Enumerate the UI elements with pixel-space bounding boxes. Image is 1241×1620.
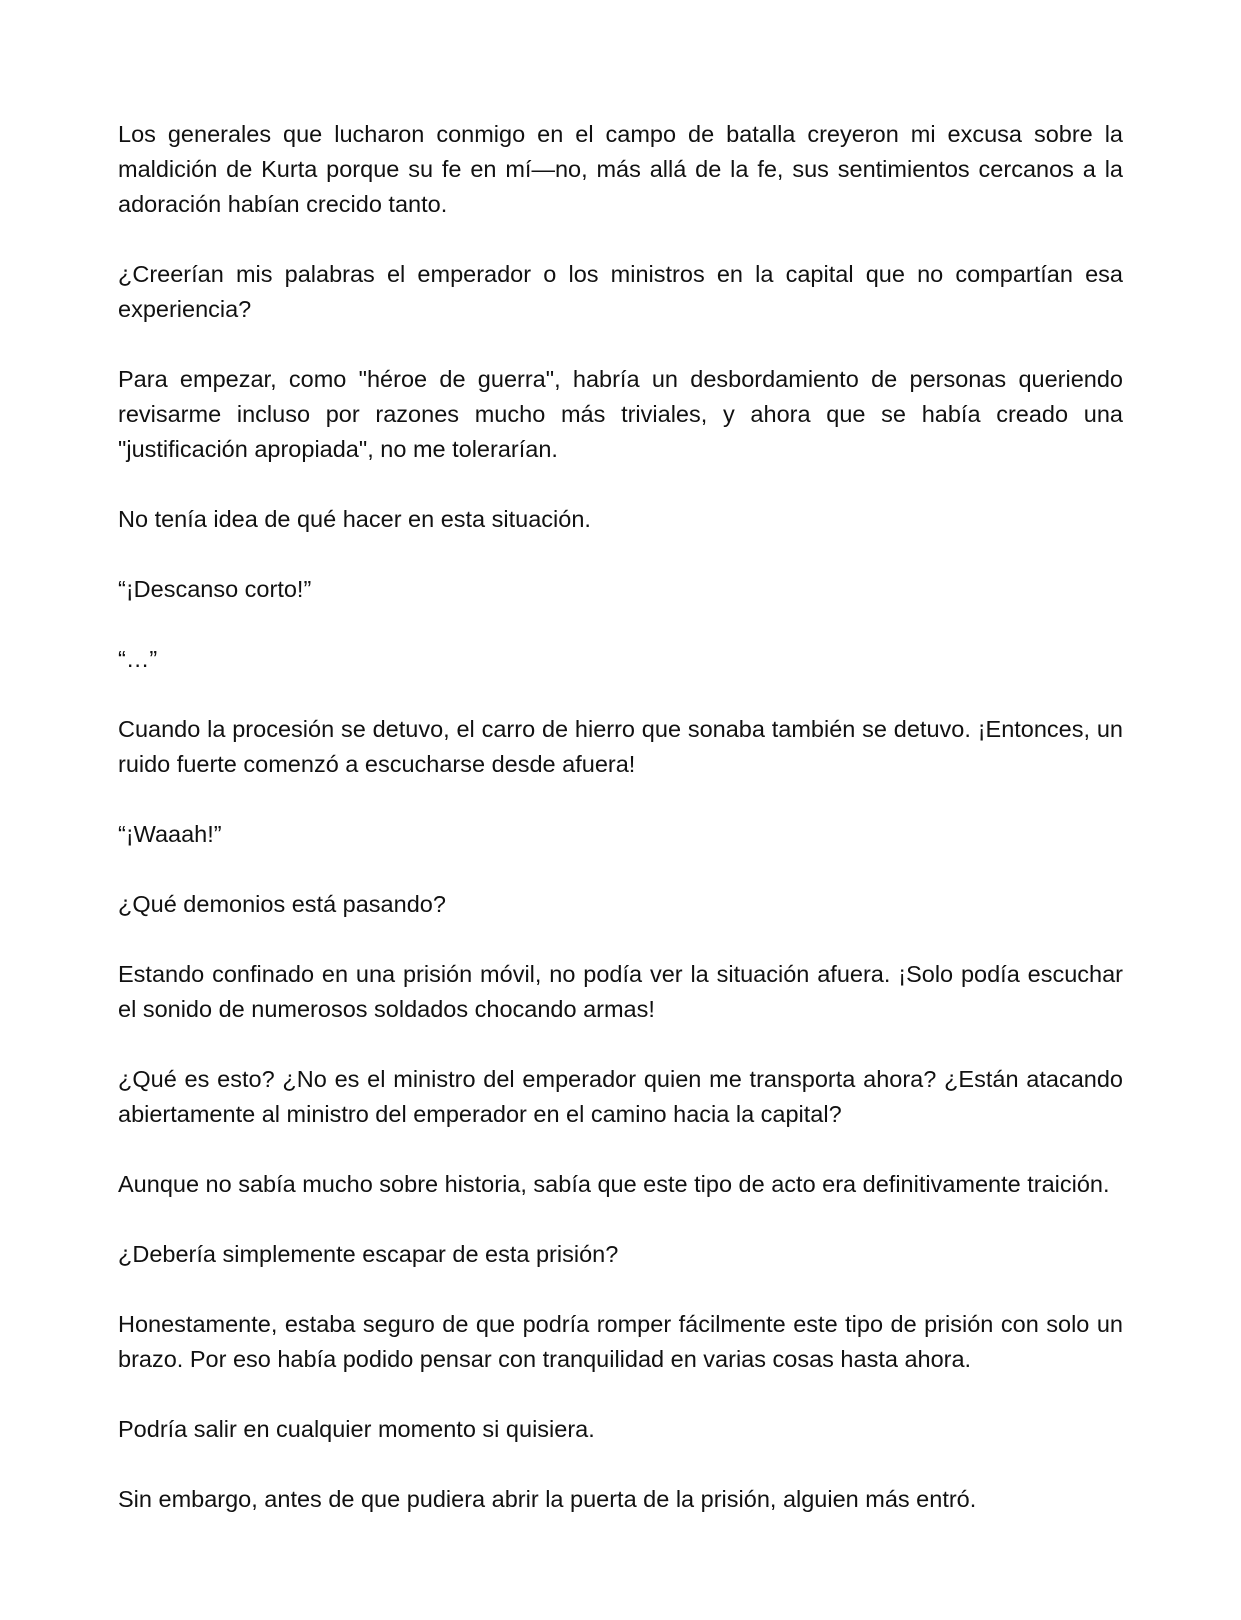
dialogue-line: “¡Descanso corto!” <box>118 576 312 602</box>
paragraph: ¿Debería simplemente escapar de esta prisión? <box>118 1241 619 1267</box>
paragraph: ¿Creerían mis palabras el emperador o los ministros en la capital que no compartían esa experiencia? <box>118 261 1123 322</box>
paragraph: ¿Qué es esto? ¿No es el ministro del emperador quien me transporta ahora? ¿Están atacando abiertamente al ministro del emperador en el camino hacia la capital? <box>118 1066 1123 1127</box>
paragraph: Cuando la procesión se detuvo, el carro de hierro que sonaba también se detuvo. ¡Entonces, un ruido fuerte comenzó a escucharse desde afuera! <box>118 716 1123 777</box>
paragraph: No tenía idea de qué hacer en esta situación. <box>118 506 591 532</box>
dialogue-line: “…” <box>118 646 158 672</box>
paragraph: Los generales que lucharon conmigo en el campo de batalla creyeron mi excusa sobre la maldición de Kurta porque su fe en mí—no, más allá de la fe, sus sentimientos cercanos a la adoración habían crecido tanto. <box>118 121 1123 217</box>
paragraph: Podría salir en cualquier momento si quisiera. <box>118 1416 595 1442</box>
paragraph: Honestamente, estaba seguro de que podría romper fácilmente este tipo de prisión con solo un brazo. Por eso había podido pensar con tranquilidad en varias cosas hasta ahora. <box>118 1311 1123 1372</box>
paragraph: Aunque no sabía mucho sobre historia, sabía que este tipo de acto era definitivamente traición. <box>118 1171 1110 1197</box>
paragraph: Sin embargo, antes de que pudiera abrir la puerta de la prisión, alguien más entró. <box>118 1486 977 1512</box>
body-text <box>118 117 1123 1517</box>
paragraph: Para empezar, como "héroe de guerra", habría un desbordamiento de personas queriendo revisarme incluso por razones mucho más triviales, y ahora que se había creado una "justificación apropiada", no me tolerarían. <box>118 366 1123 462</box>
paragraph: ¿Qué demonios está pasando? <box>118 891 446 917</box>
paragraph: Estando confinado en una prisión móvil, no podía ver la situación afuera. ¡Solo podía escuchar el sonido de numerosos soldados chocando armas! <box>118 961 1123 1022</box>
dialogue-line: “¡Waaah!” <box>118 821 222 847</box>
